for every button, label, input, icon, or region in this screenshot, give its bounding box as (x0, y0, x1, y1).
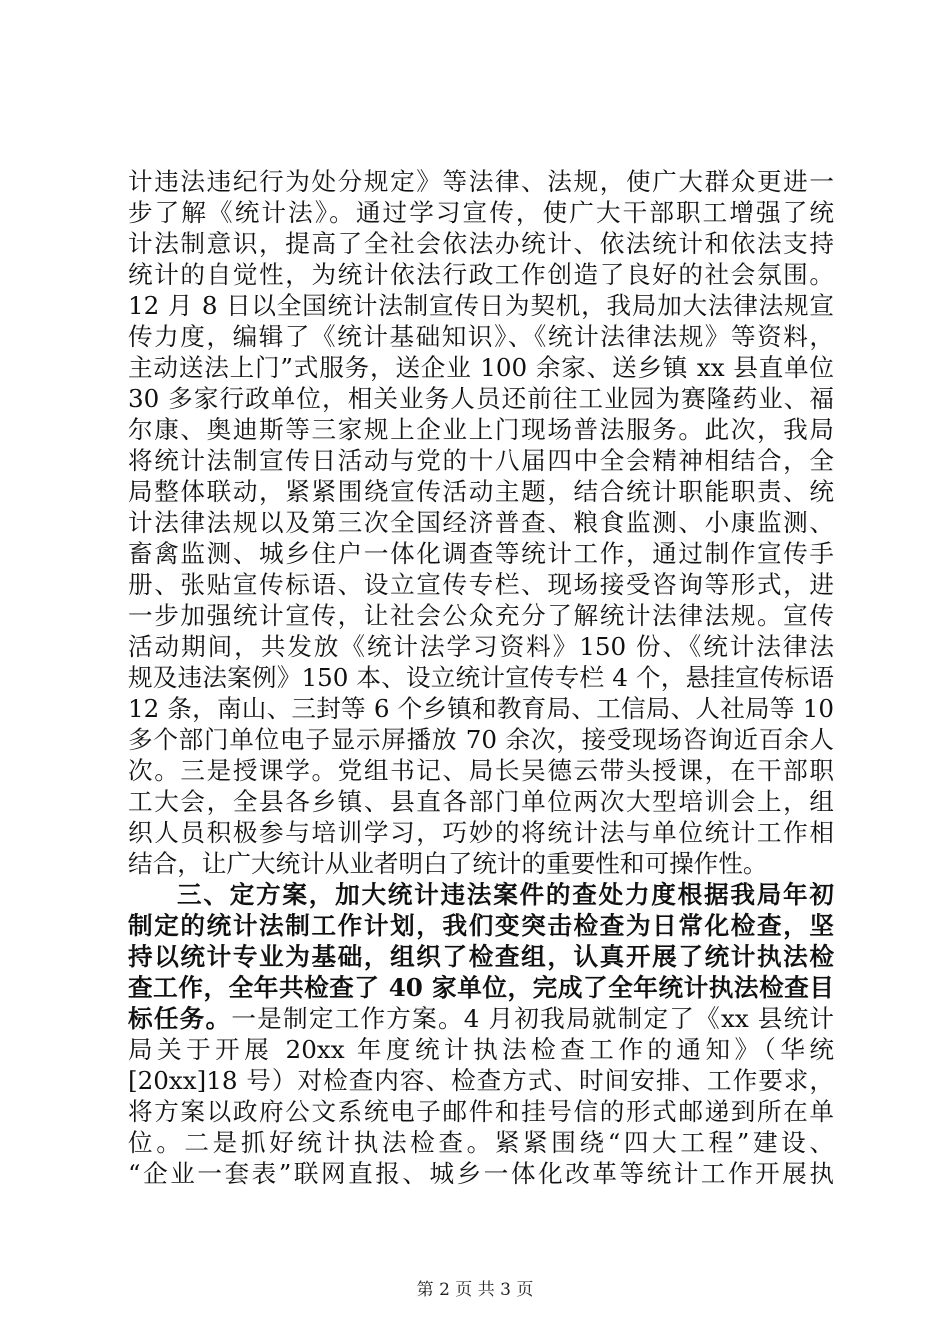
text-line: 规及违法案例》150 本、设立统计宣传专栏 4 个，悬挂宣传标语 (128, 663, 834, 692)
bold-fragment: 标任务。 (128, 1004, 232, 1033)
text-line: 12 月 8 日以全国统计法制宣传日为契机，我局加大法律法规宣 (128, 291, 834, 320)
text-line: 将统计法制宣传日活动与党的十八届四中全会精神相结合，全 (128, 446, 834, 475)
text-line: “企业一套表”联网直报、城乡一体化改革等统计工作开展执 (128, 1159, 834, 1188)
text-line: 将方案以政府公文系统电子邮件和挂号信的形式邮递到所在单 (128, 1097, 834, 1126)
text-line: 工大会，全县各乡镇、县直各部门单位两次大型培训会上，组 (128, 787, 834, 816)
text-line: 30 多家行政单位，相关业务人员还前往工业园为赛隆药业、福 (128, 384, 834, 413)
text-line: 局关于开展 20xx 年度统计执法检查工作的通知》（华统 (128, 1035, 834, 1064)
text-line: 畜禽监测、城乡住户一体化调查等统计工作，通过制作宣传手 (128, 539, 834, 568)
text-line: 步了解《统计法》。通过学习宣传，使广大干部职工增强了统 (128, 198, 834, 227)
text-line: 主动送法上门”式服务，送企业 100 余家、送乡镇 xx 县直单位 (128, 353, 834, 382)
text-line: 局整体联动，紧紧围绕宣传活动主题，结合统计职能职责、统 (128, 477, 834, 506)
text-line: 多个部门单位电子显示屏播放 70 余次，接受现场咨询近百余人 (128, 725, 834, 754)
text-line: 一步加强统计宣传，让社会公众充分了解统计法律法规。宣传 (128, 601, 834, 630)
text-line: 计法制意识，提高了全社会依法办统计、依法统计和依法支持 (128, 229, 834, 258)
normal-fragment: 一是制定工作方案。4 月初我局就制定了《xx 县统计 (231, 1004, 834, 1033)
text-line: 活动期间，共发放《统计法学习资料》150 份、《统计法律法 (128, 632, 834, 661)
section-heading-line: 制定的统计法制工作计划，我们变突击检查为日常化检查，坚 (128, 911, 834, 940)
page-number-footer: 第 2 页 共 3 页 (416, 1280, 534, 1300)
text-line: 传力度，编辑了《统计基础知识》、《统计法律法规》等资料， (128, 322, 834, 351)
text-line: 统计的自觉性，为统计依法行政工作创造了良好的社会氛围。 (128, 260, 834, 289)
text-line: 位。二是抓好统计执法检查。紧紧围绕“四大工程”建设、 (128, 1128, 834, 1157)
mixed-line (128, 1003, 834, 1034)
text-line: 次。三是授课学。党组书记、局长吴德云带头授课，在干部职 (128, 756, 834, 785)
text-line: 尔康、奥迪斯等三家规上企业上门现场普法服务。此次，我局 (128, 415, 834, 444)
text-line: 12 条，南山、三封等 6 个乡镇和教育局、工信局、人社局等 10 (128, 694, 834, 723)
section-heading-line: 持以统计专业为基础，组织了检查组，认真开展了统计执法检 (128, 942, 834, 971)
text-line: 计法律法规以及第三次全国经济普查、粮食监测、小康监测、 (128, 508, 834, 537)
text-line: 结合，让广大统计从业者明白了统计的重要性和可操作性。 (128, 849, 768, 878)
section-heading-line: 三、定方案，加大统计违法案件的查处力度根据我局年初 (177, 880, 834, 909)
text-line: 织人员积极参与培训学习，巧妙的将统计法与单位统计工作相 (128, 818, 834, 847)
section-heading-line: 查工作，全年共检查了 40 家单位，完成了全年统计执法检查目 (128, 973, 834, 1002)
document-body (128, 166, 834, 1189)
text-line: [20xx]18 号）对检查内容、检查方式、时间安排、工作要求， (128, 1066, 834, 1095)
text-line: 计违法违纪行为处分规定》等法律、法规，使广大群众更进一 (128, 167, 834, 196)
text-line: 册、张贴宣传标语、设立宣传专栏、现场接受咨询等形式，进 (128, 570, 834, 599)
